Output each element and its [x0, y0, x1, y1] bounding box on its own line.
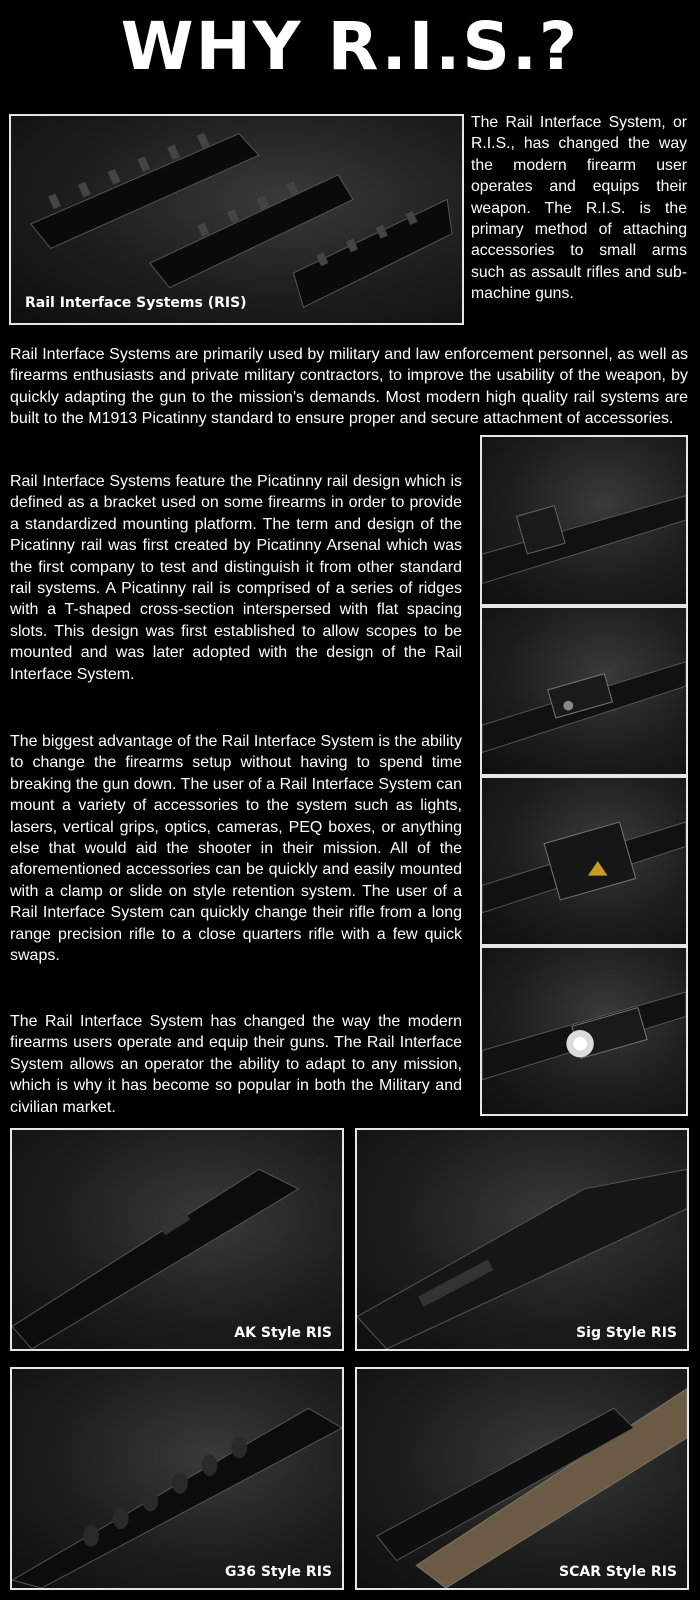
gallery-caption-ak: AK Style RIS [234, 1325, 332, 1341]
laser-icon [482, 608, 686, 774]
hero-image-ris-rails [9, 114, 464, 325]
paragraph-1: Rail Interface Systems are primarily used by military and law enforcement personnel, as well as firearms enthusiasts and private military contractors, to improve the usability of the weapon, by quickly adapting the gun to the mission's demands. Most modern high quality rail systems are built to the M1913 Picatinny standard to ensure proper and secure attachment of accessories. [10, 346, 688, 428]
gallery-caption-sig: Sig Style RIS [576, 1325, 677, 1341]
accessory-image-flashlight [480, 946, 688, 1116]
gallery-image-sig [355, 1128, 689, 1351]
paragraph-4: The Rail Interface System has changed the way the modern firearms users operate and equip their guns. The Rail Interface System allows an operator the ability to adapt to any mission, which is why it has become so popular in both the Military and civilian market. [10, 1013, 462, 1116]
gallery-image-scar [355, 1367, 689, 1590]
rail-icon [482, 437, 686, 604]
page-title: WHY R.I.S.? [120, 8, 580, 85]
scar-rail-icon [357, 1369, 687, 1588]
gallery-caption-g36: G36 Style RIS [225, 1564, 332, 1580]
g36-rail-icon [12, 1369, 342, 1588]
hero-caption: Rail Interface Systems (RIS) [25, 295, 247, 311]
accessory-image-laser [480, 606, 688, 776]
paragraph-3: The biggest advantage of the Rail Interface System is the ability to change the firearms setup without having to spend time breaking the gun down. The user of a Rail Interface System can mount a variety of accessories to the system such as lights, lasers, vertical grips, optics, cameras, PEQ boxes, or anything else that would aid the shooter in their mission. All of the aforementioned accessories can be quickly and easily mounted with a clamp or slide on style retention system. The user of a Rail Interface System can quickly change their rifle from a long range precision rifle to a close quarters rifle with a few quick swaps. [10, 733, 462, 965]
rail-systems-illustration [11, 116, 462, 323]
gallery-image-ak [10, 1128, 344, 1351]
intro-text: The Rail Interface System, or R.I.S., has changed the way the modern firearm user operates and equips their weapon. The R.I.S. is the primary method of attaching accessories to small arms such as assault rifles and sub-machine guns. [471, 114, 687, 303]
flashlight-icon [482, 948, 686, 1114]
sig-rail-icon [357, 1130, 687, 1349]
peq-box-icon [482, 778, 686, 944]
gallery-caption-scar: SCAR Style RIS [559, 1564, 677, 1580]
paragraph-2: Rail Interface Systems feature the Picatinny rail design which is defined as a bracket used on some firearms in order to provide a standardized mounting platform. The term and design of the Picatinny rail was first created by Picatinny Arsenal which was the first company to test and distinguish it from other standard rail systems. A Picatinny rail is comprised of a series of ridges with a T-shaped cross-section interspersed with flat spacing slots. This design was first established to allow scopes to be mounted and was later adopted with the design of the Rail Interface System. [10, 473, 462, 683]
gallery-image-g36 [10, 1367, 344, 1590]
accessory-image-rail [480, 435, 688, 606]
accessory-image-peq-box [480, 776, 688, 946]
ak-rail-icon [12, 1130, 342, 1349]
